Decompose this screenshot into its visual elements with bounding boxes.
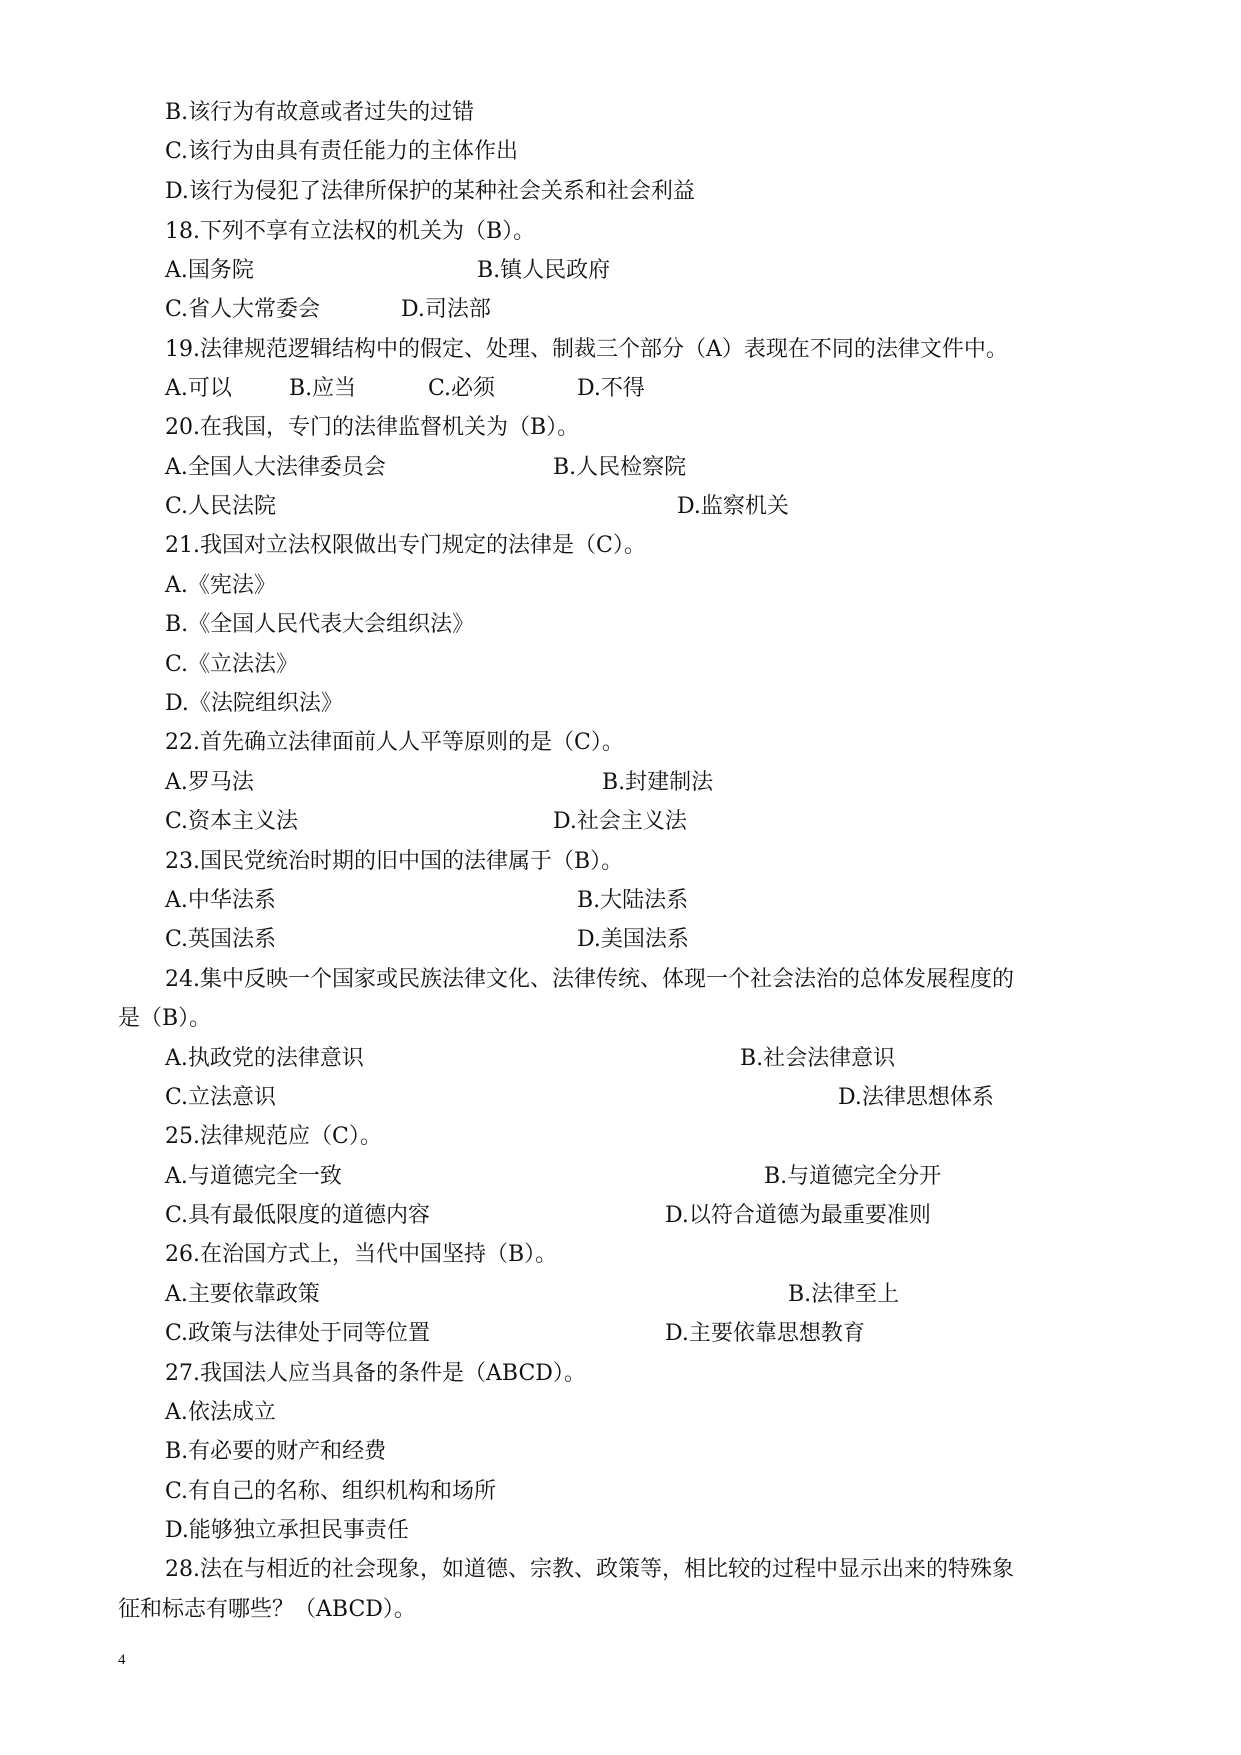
- option-line: B.法律至上: [788, 1282, 900, 1307]
- question-19: 19.法律规范逻辑结构中的假定、处理、制裁三个部分（A）表现在不同的法律文件中。: [165, 337, 1008, 362]
- question-28: 28.法在与相近的社会现象，如道德、宗教、政策等，相比较的过程中显示出来的特殊象: [165, 1557, 1014, 1582]
- option-line: D.美国法系: [577, 927, 689, 952]
- option-line: C.该行为由具有责任能力的主体作出: [165, 139, 519, 164]
- option-line: A.主要依靠政策: [165, 1282, 320, 1307]
- option-line: D.监察机关: [677, 494, 789, 519]
- option-line: C.有自己的名称、组织机构和场所: [165, 1479, 497, 1504]
- option-line: A.国务院: [165, 258, 254, 283]
- option-line: B.社会法律意识: [740, 1046, 896, 1071]
- question-21: 21.我国对立法权限做出专门规定的法律是（C）。: [165, 533, 646, 558]
- question-23: 23.国民党统治时期的旧中国的法律属于（B）。: [165, 849, 624, 874]
- option-line: A.执政党的法律意识: [165, 1046, 364, 1071]
- option-line: B.封建制法: [602, 770, 714, 795]
- option-line: B.人民检察院: [553, 455, 687, 480]
- option-line: B.与道德完全分开: [764, 1164, 942, 1189]
- option-line: C.立法意识: [165, 1085, 277, 1110]
- option-line: D.该行为侵犯了法律所保护的某种社会关系和社会利益: [165, 179, 695, 204]
- option-line: A.依法成立: [165, 1400, 276, 1425]
- option-line: C.政策与法律处于同等位置: [165, 1321, 431, 1346]
- question-24: 24.集中反映一个国家或民族法律文化、法律传统、体现一个社会法治的总体发展程度的: [165, 967, 1014, 992]
- option-line: B.有必要的财产和经费: [165, 1439, 387, 1464]
- option-line: A.全国人大法律委员会: [165, 455, 386, 480]
- option-line: D.社会主义法: [553, 809, 687, 834]
- option-line: D.法律思想体系: [838, 1085, 994, 1110]
- option-line: C.省人大常委会: [165, 297, 321, 322]
- option-line: D.司法部: [401, 297, 491, 322]
- option-line: D.以符合道德为最重要准则: [665, 1203, 931, 1228]
- option-line: B.镇人民政府: [477, 258, 611, 283]
- question-26: 26.在治国方式上，当代中国坚持（B）。: [165, 1242, 558, 1267]
- question-20: 20.在我国，专门的法律监督机关为（B）。: [165, 415, 580, 440]
- question-27: 27.我国法人应当具备的条件是（ABCD）。: [165, 1361, 586, 1386]
- option-line: C.具有最低限度的道德内容: [165, 1203, 431, 1228]
- question-24-continued: 是（B）。: [118, 1006, 212, 1031]
- option-line: C.英国法系: [165, 927, 277, 952]
- option-line: A.罗马法: [165, 770, 254, 795]
- option-line: C.《立法法》: [165, 652, 299, 677]
- option-line: D.能够独立承担民事责任: [165, 1518, 409, 1543]
- option-line: C.必须: [428, 376, 496, 401]
- question-28-continued: 征和标志有哪些？（ABCD）。: [118, 1597, 416, 1622]
- option-line: B.该行为有故意或者过失的过错: [165, 100, 475, 125]
- option-line: D.不得: [577, 376, 645, 401]
- option-line: C.人民法院: [165, 494, 277, 519]
- question-25: 25.法律规范应（C）。: [165, 1124, 382, 1149]
- option-line: C.资本主义法: [165, 809, 299, 834]
- option-line: A.可以: [165, 376, 232, 401]
- page-number: 4: [118, 1652, 126, 1668]
- question-18: 18.下列不享有立法权的机关为（B）。: [165, 219, 536, 244]
- option-line: D.《法院组织法》: [165, 691, 343, 716]
- question-22: 22.首先确立法律面前人人平等原则的是（C）。: [165, 730, 624, 755]
- option-line: A.《宪法》: [165, 573, 276, 598]
- option-line: D.主要依靠思想教育: [665, 1321, 865, 1346]
- option-line: B.《全国人民代表大会组织法》: [165, 612, 475, 637]
- option-line: B.应当: [289, 376, 357, 401]
- option-line: A.与道德完全一致: [165, 1164, 342, 1189]
- option-line: A.中华法系: [165, 888, 276, 913]
- option-line: B.大陆法系: [577, 888, 689, 913]
